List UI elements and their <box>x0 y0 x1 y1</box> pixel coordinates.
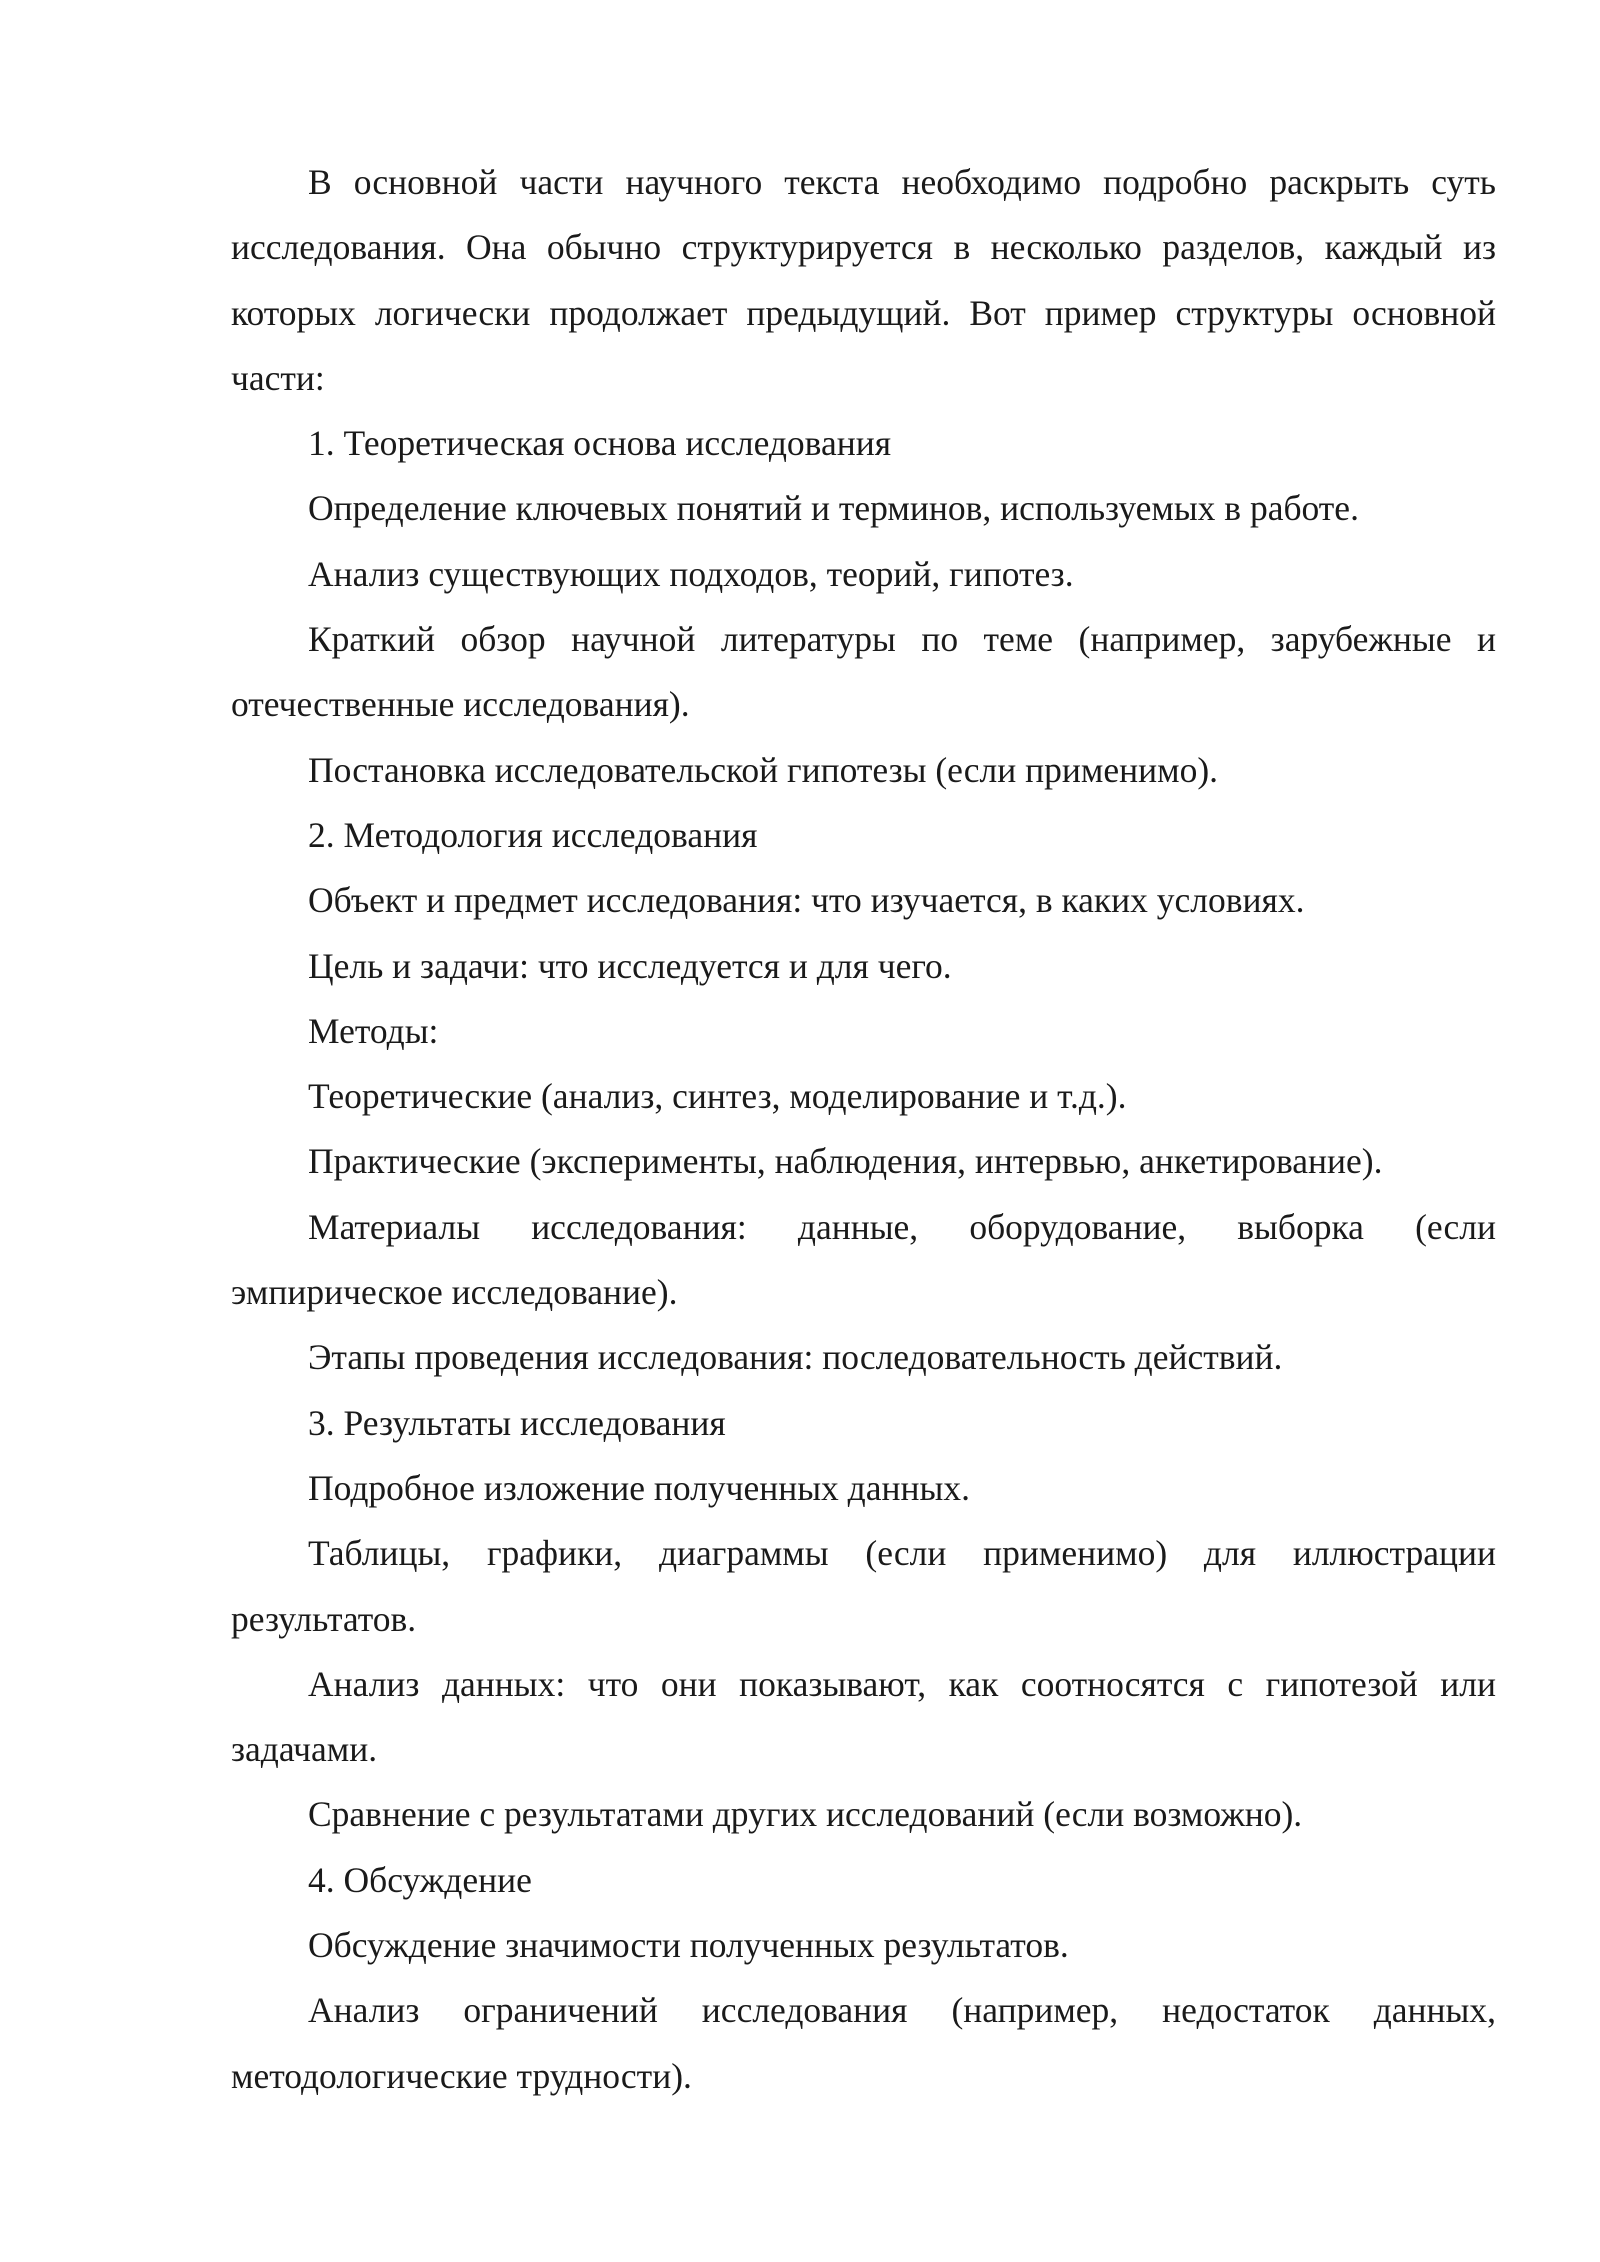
paragraph: Анализ ограничений исследования (например, недостаток данных, методологические трудности). <box>231 1990 1496 2096</box>
document-body <box>231 150 1496 2109</box>
paragraph: Этапы проведения исследования: последовательность действий. <box>308 1337 1283 1378</box>
paragraph: Определение ключевых понятий и терминов, используемых в работе. <box>308 488 1359 529</box>
section-heading: 2. Методология исследования <box>308 814 758 855</box>
paragraph: В основной части научного текста необходимо подробно раскрыть суть исследования. Она обычно структурируется в несколько разделов, каждый из которых логически продолжает предыдущий. Вот пример структуры основной части: <box>231 162 1496 398</box>
paragraph: Материалы исследования: данные, оборудование, выборка (если эмпирическое исследование). <box>231 1206 1496 1313</box>
paragraph: Подробное изложение полученных данных. <box>308 1467 970 1508</box>
paragraph: Анализ данных: что они показывают, как соотносятся с гипотезой или задачами. <box>231 1663 1496 1770</box>
section-heading: 1. Теоретическая основа исследования <box>308 423 892 464</box>
paragraph: Практические (эксперименты, наблюдения, интервью, анкетирование). <box>308 1141 1383 1182</box>
paragraph: Обсуждение значимости полученных результатов. <box>308 1925 1069 1966</box>
section-heading: 4. Обсуждение <box>308 1859 532 1900</box>
paragraph: Теоретические (анализ, синтез, моделирование и т.д.). <box>308 1076 1127 1117</box>
paragraph: Таблицы, графики, диаграммы (если применимо) для иллюстрации результатов. <box>231 1533 1496 1639</box>
paragraph: Постановка исследовательской гипотезы (если применимо). <box>308 749 1219 790</box>
paragraph: Методы: <box>308 1010 439 1051</box>
paragraph: Сравнение с результатами других исследований (если возможно). <box>308 1794 1303 1835</box>
paragraph: Объект и предмет исследования: что изучается, в каких условиях. <box>308 880 1305 921</box>
paragraph: Краткий обзор научной литературы по теме (например, зарубежные и отечественные исследования). <box>231 619 1496 725</box>
paragraph: Анализ существующих подходов, теорий, гипотез. <box>308 553 1074 594</box>
paragraph: Цель и задачи: что исследуется и для чего. <box>308 945 952 986</box>
section-heading: 3. Результаты исследования <box>308 1402 726 1443</box>
